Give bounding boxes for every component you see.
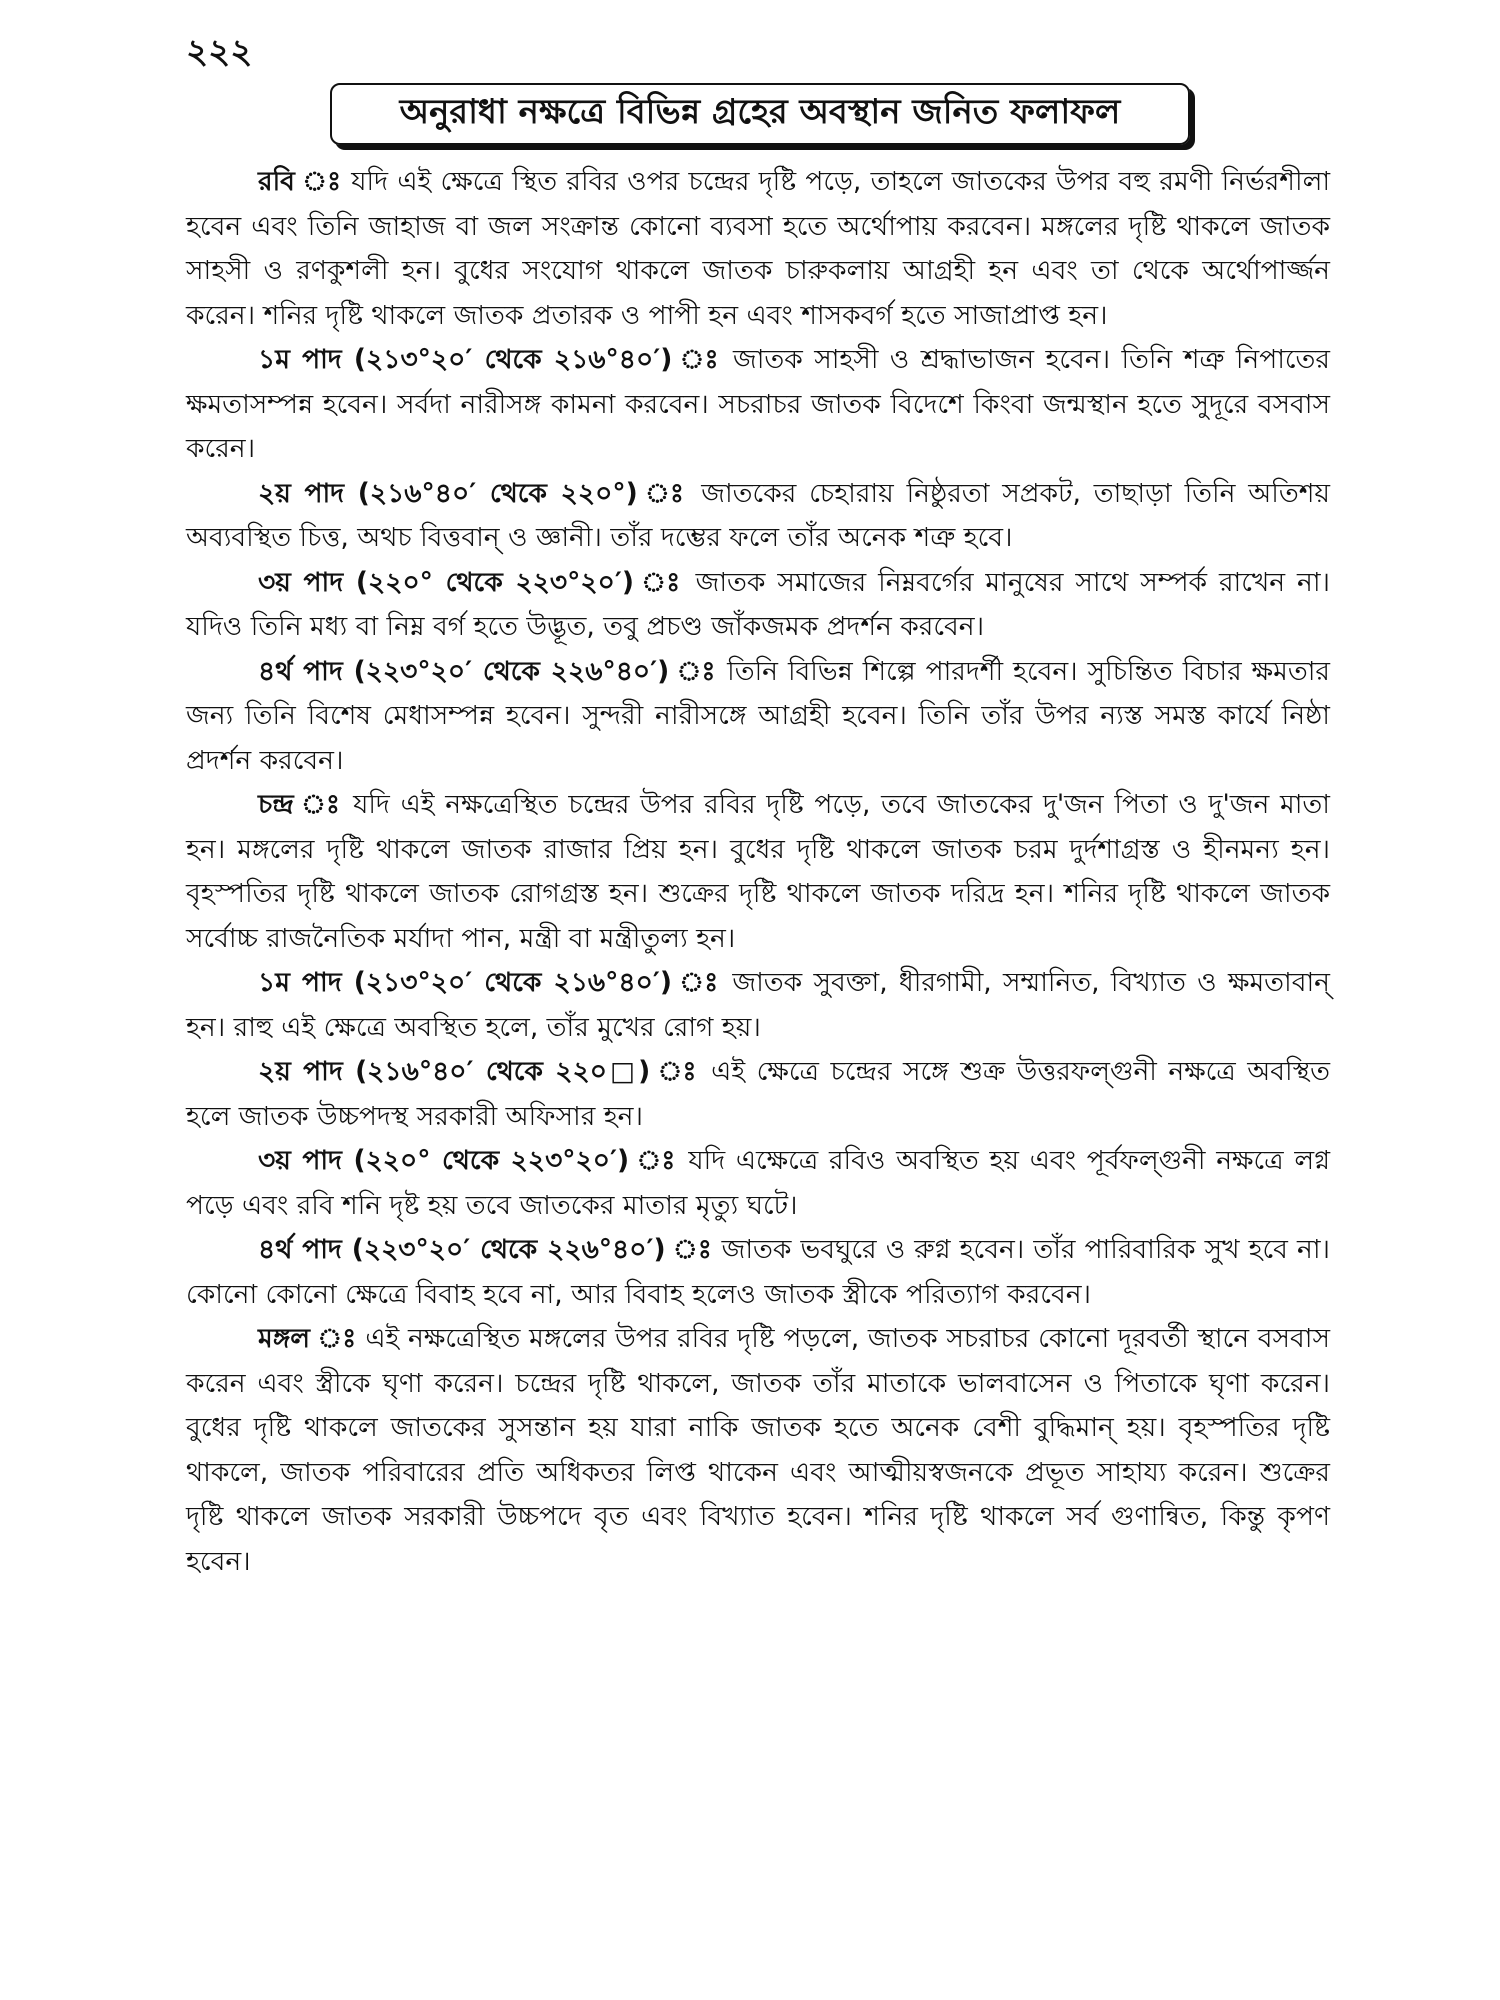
page-title: অনুরাধা নক্ষত্রে বিভিন্ন গ্রহের অবস্থান জনিত ফলাফল [399, 91, 1121, 132]
paragraph-heading: ৪র্থ পাদ (২২৩°২০′ থেকে ২২৬°৪০′) ঃ [258, 1234, 713, 1265]
paragraph-body: যদি এক্ষেত্রে রবিও অবস্থিত হয় এবং পূর্বফল্গুনী নক্ষত্রে লগ্ন পড়ে এবং রবি শনি দৃষ্ট হয় তবে জাতকের মাতার মৃত্যু ঘটে। [186, 1145, 1330, 1221]
body-text [186, 160, 1330, 1584]
paragraph-body: জাতকের চেহারায় নিষ্ঠুরতা সপ্রকট, তাছাড়া তিনি অতিশয় অব্যবস্থিত চিত্ত, অথচ বিত্তবান্ ও জ্ঞানী। তাঁর দম্ভের ফলে তাঁর অনেক শত্রু হবে। [186, 477, 1330, 553]
paragraph-body: এই ক্ষেত্রে চন্দ্রের সঙ্গে শুক্র উত্তরফল্গুনী নক্ষত্রে অবস্থিত হলে জাতক উচ্চপদস্থ সরকারী অফিসার হন। [186, 1056, 1330, 1132]
paragraph-body: জাতক সাহসী ও শ্রদ্ধাভাজন হবেন। তিনি শত্রু নিপাতের ক্ষমতাসম্পন্ন হবেন। সর্বদা নারীসঙ্গ কামনা করবেন। সচরাচর জাতক বিদেশে কিংবা জন্মস্থান হতে সুদূরে বসবাস করেন। [186, 344, 1330, 464]
paragraph [186, 783, 1330, 961]
paragraph [186, 160, 1330, 338]
paragraph-body: জাতক ভবঘুরে ও রুগ্ন হবেন। তাঁর পারিবারিক সুখ হবে না। কোনো কোনো ক্ষেত্রে বিবাহ হবে না, আর বিবাহ হলেও জাতক স্ত্রীকে পরিত্যাগ করবেন। [186, 1234, 1331, 1310]
paragraph-body: তিনি বিভিন্ন শিল্পে পারদর্শী হবেন। সুচিন্তিত বিচার ক্ষমতার জন্য তিনি বিশেষ মেধাসম্পন্ন হবেন। সুন্দরী নারীসঙ্গে আগ্রহী হবেন। তিনি তাঁর উপর ন্যস্ত সমস্ত কার্যে নিষ্ঠা প্রদর্শন করবেন। [186, 655, 1331, 776]
paragraph-heading: ৩য় পাদ (২২০° থেকে ২২৩°২০′) ঃ [258, 566, 684, 598]
paragraph-heading: ১ম পাদ (২১৩°২০′ থেকে ২১৬°৪০′) ঃ [258, 344, 722, 375]
paragraph-heading: চন্দ্র ঃ [258, 789, 343, 820]
paragraph [186, 961, 1330, 1050]
paragraph [186, 472, 1330, 561]
paragraph-heading: রবি ঃ [258, 166, 343, 197]
paragraph [186, 561, 1330, 650]
paragraph-heading: মঙ্গল ঃ [258, 1323, 357, 1354]
paragraph [186, 338, 1330, 472]
paragraph-heading: ২য় পাদ (২১৬°৪০′ থেকে ২২০□) ঃ [258, 1056, 700, 1087]
paragraph-body: যদি এই নক্ষত্রেস্থিত চন্দ্রের উপর রবির দৃষ্টি পড়ে, তবে জাতকের দু'জন পিতা ও দু'জন মাতা হন। মঙ্গলের দৃষ্টি থাকলে জাতক রাজার প্রিয় হন। বুধের দৃষ্টি থাকলে জাতক চরম দুর্দশাগ্রস্ত ও হীনমন্য হন। বৃহস্পতির দৃষ্টি থাকলে জাতক রোগগ্রস্ত হন। শুক্রের দৃষ্টি থাকলে জাতক দরিদ্র হন। শনির দৃষ্টি থাকলে জাতক সর্বোচ্চ রাজনৈতিক মর্যাদা পান, মন্ত্রী বা মন্ত্রীতুল্য হন। [186, 789, 1330, 954]
paragraph [186, 650, 1330, 784]
paragraph [186, 1050, 1330, 1139]
paragraph [186, 1228, 1330, 1317]
paragraph-body: এই নক্ষত্রেস্থিত মঙ্গলের উপর রবির দৃষ্টি পড়লে, জাতক সচরাচর কোনো দূরবর্তী স্থানে বসবাস করেন এবং স্ত্রীকে ঘৃণা করেন। চন্দ্রের দৃষ্টি থাকলে, জাতক তাঁর মাতাকে ভালবাসেন ও পিতাকে ঘৃণা করেন। বুধের দৃষ্টি থাকলে জাতকের সুসন্তান হয় যারা নাকি জাতক হতে অনেক বেশী বুদ্ধিমান্ হয়। বৃহস্পতির দৃষ্টি থাকলে, জাতক পরিবারের প্রতি অধিকতর লিপ্ত থাকেন এবং আত্মীয়স্বজনকে প্রভূত সাহায্য করেন। শুক্রের দৃষ্টি থাকলে জাতক সরকারী উচ্চপদে বৃত এবং বিখ্যাত হবেন। শনির দৃষ্টি থাকলে সর্ব গুণান্বিত, কিন্তু কৃপণ হবেন। [186, 1323, 1330, 1577]
title-box [330, 83, 1190, 145]
paragraph [186, 1317, 1330, 1584]
paragraph-heading: ২য় পাদ (২১৬°৪০′ থেকে ২২০°) ঃ [258, 477, 689, 509]
paragraph-body: জাতক সমাজের নিম্নবর্গের মানুষের সাথে সম্পর্ক রাখেন না। যদিও তিনি মধ্য বা নিম্ন বর্গ হতে উদ্ভূত, তবু প্রচণ্ড জাঁকজমক প্রদর্শন করবেন। [186, 566, 1330, 642]
paragraph-body: যদি এই ক্ষেত্রে স্থিত রবির ওপর চন্দ্রের দৃষ্টি পড়ে, তাহলে জাতকের উপর বহু রমণী নির্ভরশীলা হবেন এবং তিনি জাহাজ বা জল সংক্রান্ত কোনো ব্যবসা হতে অর্থোপায় করবেন। মঙ্গলের দৃষ্টি থাকলে জাতক সাহসী ও রণকুশলী হন। বুধের সংযোগ থাকলে জাতক চারুকলায় আগ্রহী হন এবং তা থেকে অর্থোপার্জ্জন করেন। শনির দৃষ্টি থাকলে জাতক প্রতারক ও পাপী হন এবং শাসকবর্গ হতে সাজাপ্রাপ্ত হন। [186, 166, 1331, 331]
paragraph-heading: ৩য় পাদ (২২০° থেকে ২২৩°২০′) ঃ [258, 1145, 678, 1176]
paragraph-heading: ৪র্থ পাদ (২২৩°২০′ থেকে ২২৬°৪০′) ঃ [258, 655, 718, 687]
page-number: ২২২ [186, 32, 253, 72]
paragraph [186, 1139, 1330, 1228]
paragraph-heading: ১ম পাদ (২১৩°২০′ থেকে ২১৬°৪০′) ঃ [258, 967, 722, 998]
paragraph-body: জাতক সুবক্তা, ধীরগামী, সম্মানিত, বিখ্যাত ও ক্ষমতাবান্ হন। রাহু এই ক্ষেত্রে অবস্থিত হলে, তাঁর মুখের রোগ হয়। [186, 967, 1330, 1043]
